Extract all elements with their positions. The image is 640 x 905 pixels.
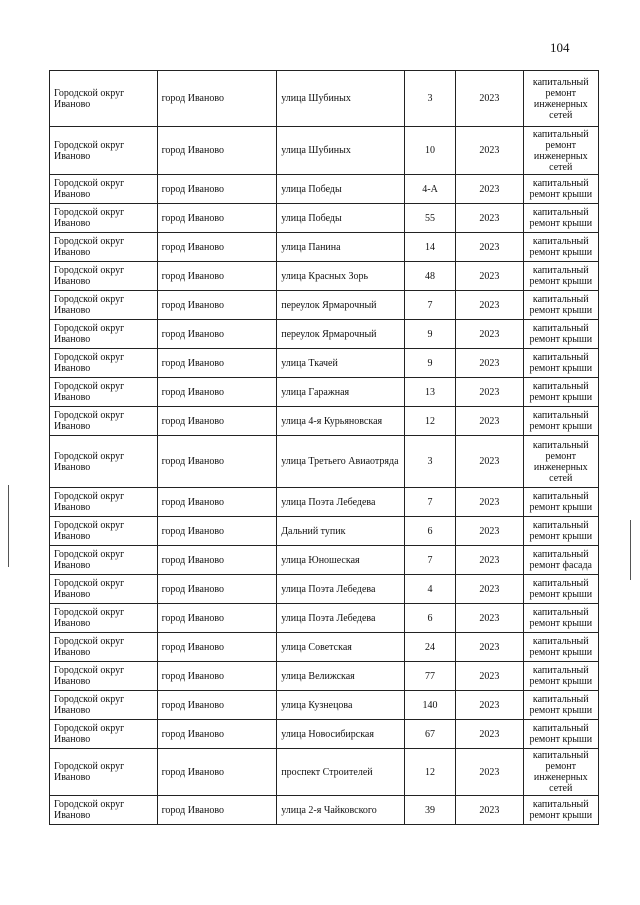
- city-cell: город Иваново: [157, 749, 277, 796]
- house-number-cell: 7: [404, 546, 455, 575]
- house-number-cell: 7: [404, 291, 455, 320]
- year-cell: 2023: [456, 127, 523, 175]
- city-cell: город Иваново: [157, 378, 277, 407]
- work-type-cell: капитальный ремонт крыши: [523, 233, 598, 262]
- table-row: [50, 604, 599, 633]
- city-cell: город Иваново: [157, 291, 277, 320]
- okrug-cell: Городской округ Иваново: [50, 691, 158, 720]
- okrug-cell: Городской округ Иваново: [50, 320, 158, 349]
- house-number-cell: 24: [404, 633, 455, 662]
- year-cell: 2023: [456, 796, 523, 825]
- street-cell: улица Советская: [277, 633, 405, 662]
- house-number-cell: 7: [404, 488, 455, 517]
- table-row: [50, 546, 599, 575]
- year-cell: 2023: [456, 262, 523, 291]
- okrug-cell: Городской округ Иваново: [50, 796, 158, 825]
- house-number-cell: 4-А: [404, 175, 455, 204]
- work-type-cell: капитальный ремонт крыши: [523, 320, 598, 349]
- table-row: [50, 575, 599, 604]
- house-number-cell: 13: [404, 378, 455, 407]
- street-cell: улица Поэта Лебедева: [277, 488, 405, 517]
- table-row: [50, 262, 599, 291]
- table-row: [50, 720, 599, 749]
- work-type-cell: капитальный ремонт инженерных сетей: [523, 436, 598, 488]
- city-cell: город Иваново: [157, 320, 277, 349]
- okrug-cell: Городской округ Иваново: [50, 204, 158, 233]
- table-row: [50, 71, 599, 127]
- street-cell: улица Панина: [277, 233, 405, 262]
- okrug-cell: Городской округ Иваново: [50, 378, 158, 407]
- house-number-cell: 4: [404, 575, 455, 604]
- year-cell: 2023: [456, 436, 523, 488]
- city-cell: город Иваново: [157, 488, 277, 517]
- year-cell: 2023: [456, 517, 523, 546]
- work-type-cell: капитальный ремонт крыши: [523, 488, 598, 517]
- street-cell: улица Кузнецова: [277, 691, 405, 720]
- year-cell: 2023: [456, 407, 523, 436]
- street-cell: переулок Ярмарочный: [277, 291, 405, 320]
- year-cell: 2023: [456, 662, 523, 691]
- year-cell: 2023: [456, 291, 523, 320]
- work-type-cell: капитальный ремонт крыши: [523, 691, 598, 720]
- year-cell: 2023: [456, 488, 523, 517]
- year-cell: 2023: [456, 575, 523, 604]
- city-cell: город Иваново: [157, 633, 277, 662]
- house-number-cell: 12: [404, 749, 455, 796]
- year-cell: 2023: [456, 633, 523, 662]
- okrug-cell: Городской округ Иваново: [50, 349, 158, 378]
- work-type-cell: капитальный ремонт крыши: [523, 262, 598, 291]
- okrug-cell: Городской округ Иваново: [50, 720, 158, 749]
- year-cell: 2023: [456, 378, 523, 407]
- street-cell: улица Третьего Авиаотряда: [277, 436, 405, 488]
- city-cell: город Иваново: [157, 436, 277, 488]
- house-number-cell: 39: [404, 796, 455, 825]
- table-row: [50, 488, 599, 517]
- city-cell: город Иваново: [157, 546, 277, 575]
- work-type-cell: капитальный ремонт крыши: [523, 291, 598, 320]
- okrug-cell: Городской округ Иваново: [50, 291, 158, 320]
- work-type-cell: капитальный ремонт крыши: [523, 720, 598, 749]
- okrug-cell: Городской округ Иваново: [50, 604, 158, 633]
- work-type-cell: капитальный ремонт крыши: [523, 349, 598, 378]
- city-cell: город Иваново: [157, 71, 277, 127]
- street-cell: улица Победы: [277, 204, 405, 233]
- table-row: [50, 633, 599, 662]
- table-row: [50, 291, 599, 320]
- year-cell: 2023: [456, 604, 523, 633]
- street-cell: переулок Ярмарочный: [277, 320, 405, 349]
- table-row: [50, 691, 599, 720]
- okrug-cell: Городской округ Иваново: [50, 546, 158, 575]
- okrug-cell: Городской округ Иваново: [50, 662, 158, 691]
- street-cell: улица Поэта Лебедева: [277, 604, 405, 633]
- table-row: [50, 320, 599, 349]
- page-number: 104: [550, 40, 570, 55]
- year-cell: 2023: [456, 749, 523, 796]
- street-cell: улица Велижская: [277, 662, 405, 691]
- street-cell: улица Победы: [277, 175, 405, 204]
- table-row: [50, 517, 599, 546]
- year-cell: 2023: [456, 691, 523, 720]
- left-margin-mark: [8, 485, 9, 567]
- house-number-cell: 48: [404, 262, 455, 291]
- okrug-cell: Городской округ Иваново: [50, 749, 158, 796]
- work-type-cell: капитальный ремонт крыши: [523, 407, 598, 436]
- city-cell: город Иваново: [157, 262, 277, 291]
- city-cell: город Иваново: [157, 691, 277, 720]
- table-row: [50, 436, 599, 488]
- year-cell: 2023: [456, 71, 523, 127]
- city-cell: город Иваново: [157, 233, 277, 262]
- house-number-cell: 3: [404, 436, 455, 488]
- street-cell: улица Юношеская: [277, 546, 405, 575]
- city-cell: город Иваново: [157, 407, 277, 436]
- table-row: [50, 204, 599, 233]
- street-cell: улица Новосибирская: [277, 720, 405, 749]
- work-type-cell: капитальный ремонт крыши: [523, 175, 598, 204]
- table-row: [50, 662, 599, 691]
- house-number-cell: 140: [404, 691, 455, 720]
- okrug-cell: Городской округ Иваново: [50, 175, 158, 204]
- house-number-cell: 9: [404, 349, 455, 378]
- work-type-cell: капитальный ремонт крыши: [523, 633, 598, 662]
- okrug-cell: Городской округ Иваново: [50, 127, 158, 175]
- work-type-cell: капитальный ремонт крыши: [523, 204, 598, 233]
- okrug-cell: Городской округ Иваново: [50, 633, 158, 662]
- year-cell: 2023: [456, 320, 523, 349]
- table-row: [50, 407, 599, 436]
- table-row: [50, 378, 599, 407]
- street-cell: улица 4-я Курьяновская: [277, 407, 405, 436]
- house-number-cell: 67: [404, 720, 455, 749]
- city-cell: город Иваново: [157, 720, 277, 749]
- street-cell: улица 2-я Чайковского: [277, 796, 405, 825]
- street-cell: улица Ткачей: [277, 349, 405, 378]
- street-cell: улица Красных Зорь: [277, 262, 405, 291]
- work-type-cell: капитальный ремонт крыши: [523, 575, 598, 604]
- table-row: [50, 749, 599, 796]
- work-type-cell: капитальный ремонт инженерных сетей: [523, 749, 598, 796]
- work-type-cell: капитальный ремонт инженерных сетей: [523, 71, 598, 127]
- work-type-cell: капитальный ремонт крыши: [523, 662, 598, 691]
- okrug-cell: Городской округ Иваново: [50, 436, 158, 488]
- city-cell: город Иваново: [157, 204, 277, 233]
- okrug-cell: Городской округ Иваново: [50, 71, 158, 127]
- city-cell: город Иваново: [157, 796, 277, 825]
- year-cell: 2023: [456, 175, 523, 204]
- work-type-cell: капитальный ремонт фасада: [523, 546, 598, 575]
- work-type-cell: капитальный ремонт инженерных сетей: [523, 127, 598, 175]
- okrug-cell: Городской округ Иваново: [50, 407, 158, 436]
- right-margin-mark: [630, 520, 631, 580]
- house-number-cell: 6: [404, 604, 455, 633]
- street-cell: проспект Строителей: [277, 749, 405, 796]
- year-cell: 2023: [456, 204, 523, 233]
- street-cell: улица Гаражная: [277, 378, 405, 407]
- table-row: [50, 127, 599, 175]
- house-number-cell: 9: [404, 320, 455, 349]
- okrug-cell: Городской округ Иваново: [50, 517, 158, 546]
- house-number-cell: 3: [404, 71, 455, 127]
- table-row: [50, 349, 599, 378]
- street-cell: улица Поэта Лебедева: [277, 575, 405, 604]
- okrug-cell: Городской округ Иваново: [50, 233, 158, 262]
- work-type-cell: капитальный ремонт крыши: [523, 378, 598, 407]
- house-number-cell: 77: [404, 662, 455, 691]
- year-cell: 2023: [456, 720, 523, 749]
- year-cell: 2023: [456, 546, 523, 575]
- table-row: [50, 796, 599, 825]
- house-number-cell: 55: [404, 204, 455, 233]
- city-cell: город Иваново: [157, 662, 277, 691]
- okrug-cell: Городской округ Иваново: [50, 262, 158, 291]
- city-cell: город Иваново: [157, 127, 277, 175]
- city-cell: город Иваново: [157, 517, 277, 546]
- city-cell: город Иваново: [157, 575, 277, 604]
- year-cell: 2023: [456, 349, 523, 378]
- city-cell: город Иваново: [157, 604, 277, 633]
- year-cell: 2023: [456, 233, 523, 262]
- okrug-cell: Городской округ Иваново: [50, 575, 158, 604]
- table-row: [50, 175, 599, 204]
- work-type-cell: капитальный ремонт крыши: [523, 604, 598, 633]
- work-type-cell: капитальный ремонт крыши: [523, 796, 598, 825]
- city-cell: город Иваново: [157, 349, 277, 378]
- okrug-cell: Городской округ Иваново: [50, 488, 158, 517]
- work-type-cell: капитальный ремонт крыши: [523, 517, 598, 546]
- house-number-cell: 14: [404, 233, 455, 262]
- house-number-cell: 10: [404, 127, 455, 175]
- street-cell: улица Шубиных: [277, 71, 405, 127]
- house-number-cell: 12: [404, 407, 455, 436]
- street-cell: Дальний тупик: [277, 517, 405, 546]
- street-cell: улица Шубиных: [277, 127, 405, 175]
- house-number-cell: 6: [404, 517, 455, 546]
- table-row: [50, 233, 599, 262]
- repair-schedule-table: [49, 70, 599, 825]
- city-cell: город Иваново: [157, 175, 277, 204]
